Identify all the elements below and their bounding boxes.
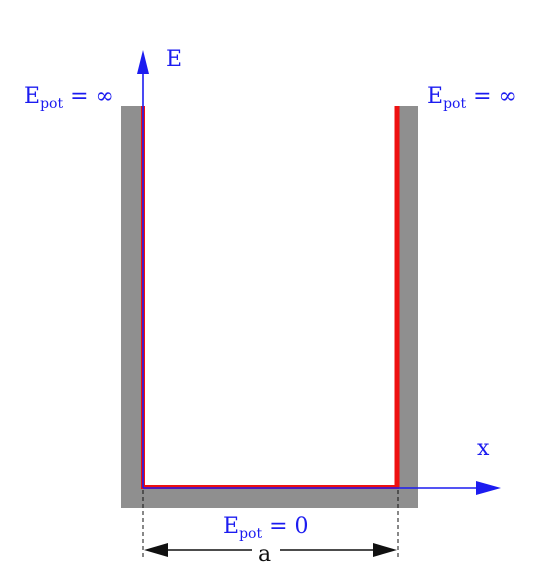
left-wall-label-rest: = ∞ — [63, 84, 114, 109]
floor-label-rest: = 0 — [262, 514, 309, 539]
width-label: a — [258, 542, 272, 567]
e-axis-label: E — [166, 47, 183, 72]
right-wall-label-rest: = ∞ — [466, 84, 517, 109]
e-axis-arrowhead — [137, 50, 149, 74]
x-axis-arrowhead — [476, 481, 501, 495]
right-wall-label-sub: pot — [443, 96, 467, 112]
floor-label-base: E — [223, 514, 240, 539]
floor-label-sub: pot — [239, 526, 263, 542]
right-wall — [398, 106, 418, 508]
right-wall-label — [427, 84, 517, 112]
floor-label — [223, 514, 309, 542]
left-wall-label — [24, 84, 114, 112]
left-wall-label-sub: pot — [40, 96, 64, 112]
width-arrowhead-right — [373, 543, 397, 557]
width-arrowhead-left — [144, 543, 168, 557]
x-axis-label: x — [477, 436, 490, 461]
floor-wall — [121, 489, 418, 508]
left-wall-label-base: E — [24, 84, 41, 109]
left-wall — [121, 106, 143, 508]
right-wall-label-base: E — [427, 84, 444, 109]
